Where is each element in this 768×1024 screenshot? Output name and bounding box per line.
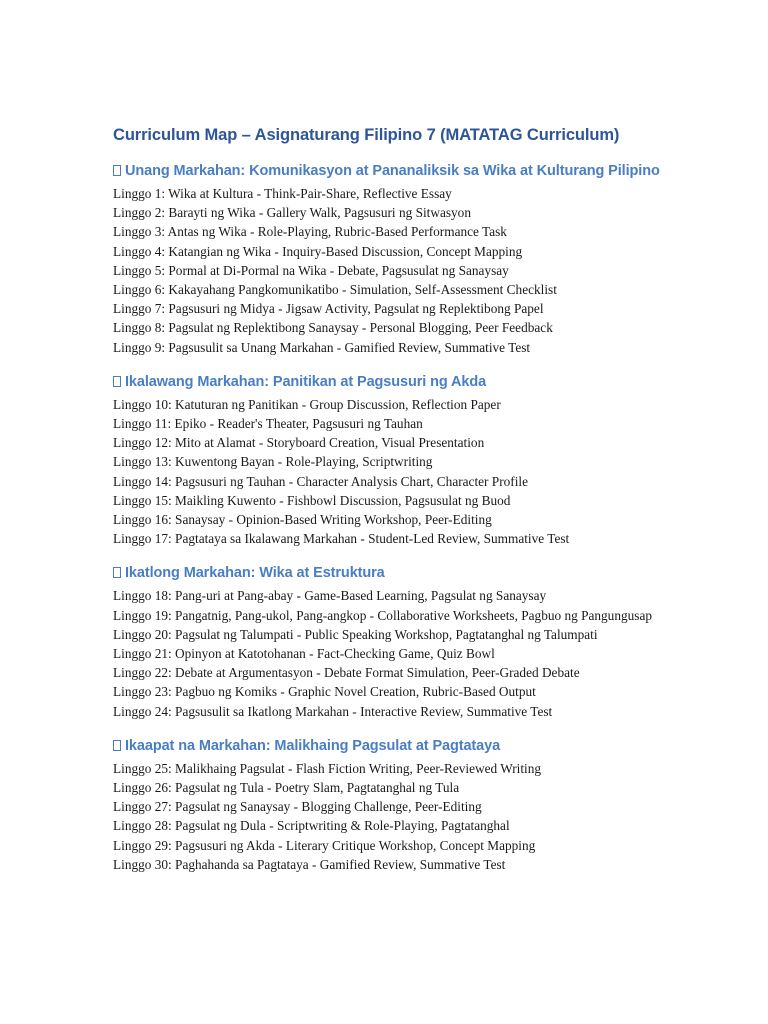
week-item: Linggo 4: Katangian ng Wika - Inquiry-Based Discussion, Concept Mapping xyxy=(113,243,523,259)
quarter-heading xyxy=(113,563,733,583)
missing-glyph-icon xyxy=(113,376,121,387)
week-item: Linggo 7: Pagsusuri ng Midya - Jigsaw Activity, Pagsulat ng Replektibong Papel xyxy=(113,301,544,317)
week-item: Linggo 1: Wika at Kultura - Think-Pair-Share, Reflective Essay xyxy=(113,186,452,201)
document-page xyxy=(113,124,733,889)
week-item: Linggo 19: Pangatnig, Pang-ukol, Pang-angkop - Collaborative Worksheets, Pagbuo ng Pangungusap xyxy=(113,607,652,623)
week-item: Linggo 5: Pormal at Di-Pormal na Wika - Debate, Pagsusulat ng Sanaysay xyxy=(113,262,509,278)
quarter-heading-text: Unang Markahan: Komunikasyon at Pananaliksik sa Wika at Kulturang Pilipino xyxy=(125,163,660,179)
quarter-heading-text: Ikaapat na Markahan: Malikhaing Pagsulat at Pagtataya xyxy=(125,737,501,754)
week-item: Linggo 29: Pagsusuri ng Akda - Literary Critique Workshop, Concept Mapping xyxy=(113,837,536,853)
missing-glyph-icon xyxy=(113,165,121,176)
week-item: Linggo 14: Pagsusuri ng Tauhan - Character Analysis Chart, Character Profile xyxy=(113,473,528,489)
week-list xyxy=(113,184,733,357)
week-item: Linggo 6: Kakayahang Pangkomunikatibo - Simulation, Self-Assessment Checklist xyxy=(113,282,557,298)
quarter-section xyxy=(113,372,733,549)
week-item: Linggo 12: Mito at Alamat - Storyboard Creation, Visual Presentation xyxy=(113,435,485,451)
week-list xyxy=(113,759,733,874)
week-item: Linggo 30: Paghahanda sa Pagtataya - Gamified Review, Summative Test xyxy=(113,856,506,872)
week-item: Linggo 13: Kuwentong Bayan - Role-Playing, Scriptwriting xyxy=(113,454,433,470)
week-item: Linggo 8: Pagsulat ng Replektibong Sanaysay - Personal Blogging, Peer Feedback xyxy=(113,320,553,336)
week-item: Linggo 18: Pang-uri at Pang-abay - Game-Based Learning, Pagsulat ng Sanaysay xyxy=(113,588,547,604)
quarter-heading-text: Ikalawang Markahan: Panitikan at Pagsusuri ng Akda xyxy=(125,373,487,390)
week-item: Linggo 28: Pagsulat ng Dula - Scriptwriting & Role-Playing, Pagtatanghal xyxy=(113,818,510,834)
quarter-section xyxy=(113,161,733,357)
missing-glyph-icon xyxy=(113,740,121,751)
quarter-section xyxy=(113,736,733,874)
document-title: Curriculum Map – Asignaturang Filipino 7 (MATATAG Curriculum) xyxy=(113,126,620,144)
week-item: Linggo 24: Pagsusulit sa Ikatlong Markahan - Interactive Review, Summative Test xyxy=(113,703,553,719)
week-item: Linggo 25: Malikhaing Pagsulat - Flash Fiction Writing, Peer-Reviewed Writing xyxy=(113,760,542,776)
quarter-section xyxy=(113,563,733,720)
week-item: Linggo 23: Pagbuo ng Komiks - Graphic Novel Creation, Rubric-Based Output xyxy=(113,684,536,700)
week-list xyxy=(113,395,733,549)
week-item: Linggo 3: Antas ng Wika - Role-Playing, Rubric-Based Performance Task xyxy=(113,224,507,240)
quarter-heading xyxy=(113,736,733,756)
week-list xyxy=(113,586,733,720)
quarters-container xyxy=(113,161,733,874)
week-item: Linggo 21: Opinyon at Katotohanan - Fact-Checking Game, Quiz Bowl xyxy=(113,646,495,662)
week-item: Linggo 16: Sanaysay - Opinion-Based Writing Workshop, Peer-Editing xyxy=(113,512,492,528)
quarter-heading xyxy=(113,161,733,181)
quarter-heading xyxy=(113,372,733,392)
week-item: Linggo 15: Maikling Kuwento - Fishbowl Discussion, Pagsusulat ng Buod xyxy=(113,492,511,508)
missing-glyph-icon xyxy=(113,567,121,578)
week-item: Linggo 22: Debate at Argumentasyon - Debate Format Simulation, Peer-Graded Debate xyxy=(113,665,580,681)
week-item: Linggo 26: Pagsulat ng Tula - Poetry Slam, Pagtatanghal ng Tula xyxy=(113,780,460,796)
week-item: Linggo 2: Barayti ng Wika - Gallery Walk, Pagsusuri ng Sitwasyon xyxy=(113,205,471,221)
week-item: Linggo 17: Pagtataya sa Ikalawang Markahan - Student-Led Review, Summative Test xyxy=(113,531,570,547)
week-item: Linggo 9: Pagsusulit sa Unang Markahan - Gamified Review, Summative Test xyxy=(113,339,531,355)
week-item: Linggo 27: Pagsulat ng Sanaysay - Blogging Challenge, Peer-Editing xyxy=(113,799,482,815)
week-item: Linggo 11: Epiko - Reader's Theater, Pagsusuri ng Tauhan xyxy=(113,416,423,432)
quarter-heading-text: Ikatlong Markahan: Wika at Estruktura xyxy=(125,565,385,582)
week-item: Linggo 10: Katuturan ng Panitikan - Group Discussion, Reflection Paper xyxy=(113,396,501,412)
week-item: Linggo 20: Pagsulat ng Talumpati - Public Speaking Workshop, Pagtatanghal ng Talumpati xyxy=(113,626,598,642)
